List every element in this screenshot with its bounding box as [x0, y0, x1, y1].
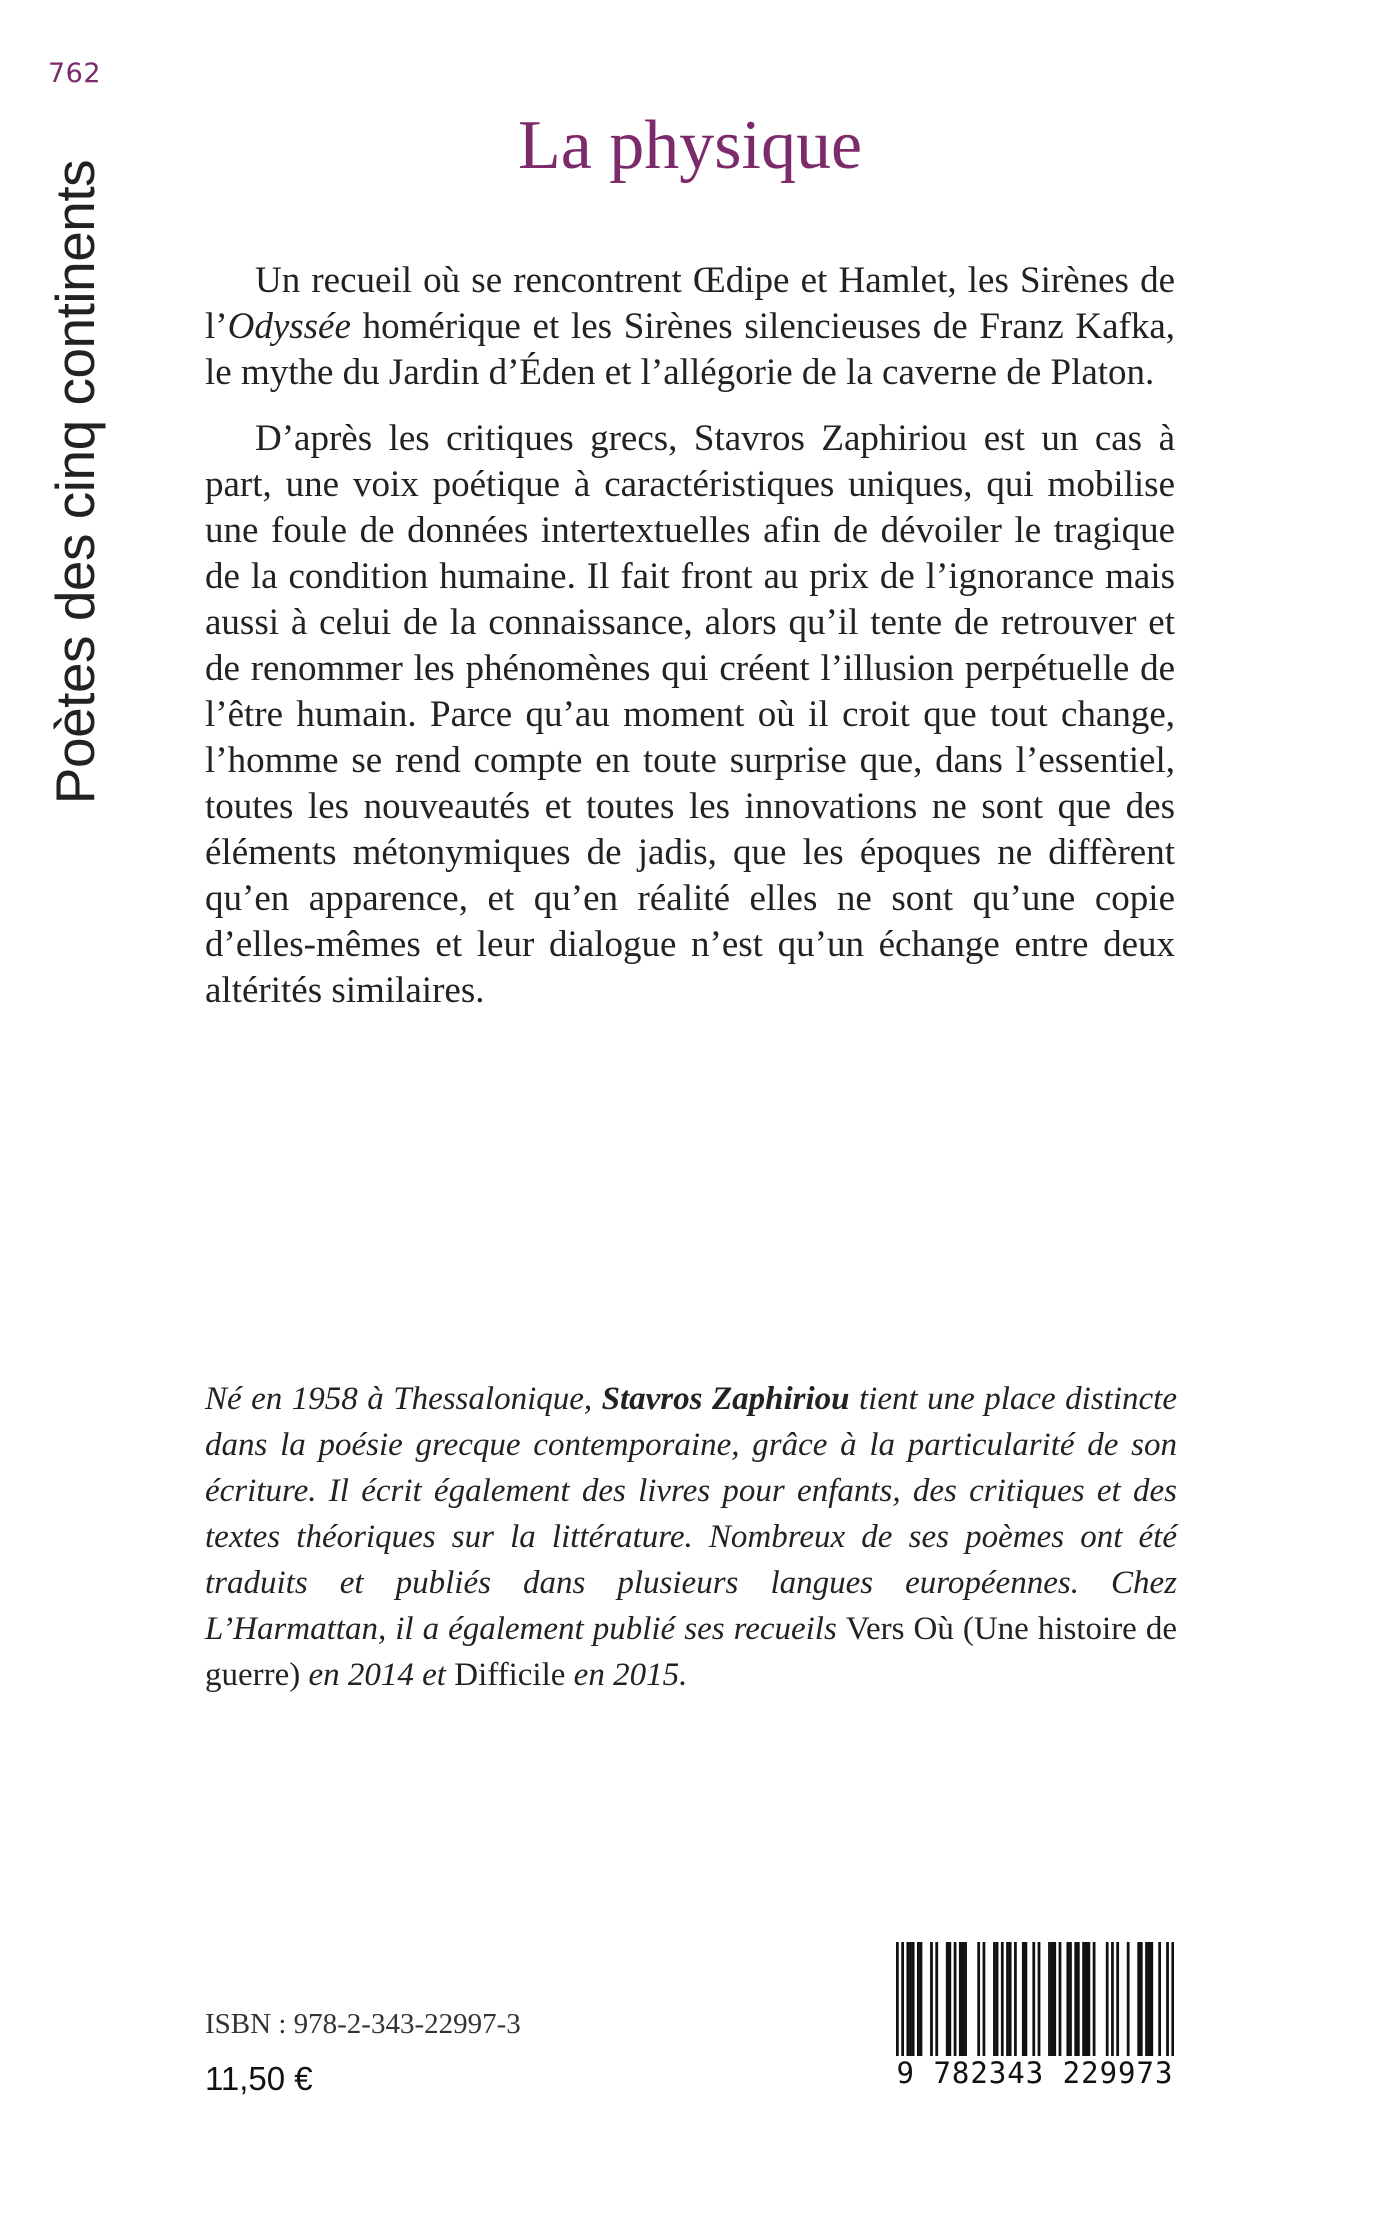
author-bio: [205, 1376, 1177, 1698]
author-name: Stavros Zaphiriou: [601, 1381, 850, 1417]
summary-paragraph-1: [205, 258, 1175, 396]
bio-text-3: en 2015.: [565, 1657, 688, 1693]
odyssee-title: Odyssée: [227, 306, 351, 347]
series-number: 762: [48, 58, 102, 89]
summary-paragraph-2: D’après les critiques grecs, Stavros Zaphiriou est un cas à part, une voix poétique à caractéristiques uniques, qui mobilise une foule de données intertextuelles afin de dévoiler le tragique de la condition humaine. Il fait front au prix de l’ignorance mais aussi à celui de la connaissance, alors qu’il tente de retrouver et de renommer les phénomènes qui créent l’illusion perpétuelle de l’être humain. Parce qu’au moment où il croit que tout change, l’homme se rend compte en toute surprise que, dans l’essentiel, toutes les nouveautés et toutes les innovations ne sont que des éléments métonymiques de jadis, que les époques ne diffèrent qu’en apparence, et qu’en réalité elles ne sont qu’une copie d’elles-mêmes et leur dialogue n’est qu’un échange entre deux altérités similaires.: [205, 418, 1175, 1011]
barcode-digits: 9 782343 229973: [896, 2056, 1174, 2090]
book-title: La physique: [517, 107, 863, 184]
bio-book-2: Difficile: [454, 1657, 566, 1693]
bio-book-1: Vers Où (Une histoire de guerre): [205, 1611, 1177, 1693]
summary-p1-text-b: homérique et les Sirènes silencieuses de Franz Kafka, le mythe du Jardin d’Éden et l’allégorie de la caverne de Platon.: [205, 306, 1175, 393]
price: 11,50 €: [205, 2060, 313, 2097]
isbn: ISBN : 978-2-343-22997-3: [205, 2008, 521, 2040]
bio-text-1: tient une place distincte dans la poésie grecque contemporaine, grâce à la particularité de son écriture. Il écrit également des livres pour enfants, des critiques et des textes théoriques sur la littérature. Nombreux de ses poèmes ont été traduits et publiés dans plusieurs langues européennes. Chez L’Harmattan, il a également publié ses recueils: [205, 1381, 1177, 1647]
summary-p1-text-a: Un recueil où se rencontrent Œdipe et Hamlet, les Sirènes de l’: [205, 260, 1175, 347]
bio-intro: Né en 1958 à Thessalonique,: [205, 1381, 602, 1417]
summary: [205, 258, 1175, 1034]
barcode: [896, 1942, 1174, 2090]
series-title: Poètes des cinq continents: [44, 159, 106, 805]
bio-text-2: en 2014 et: [300, 1657, 455, 1693]
